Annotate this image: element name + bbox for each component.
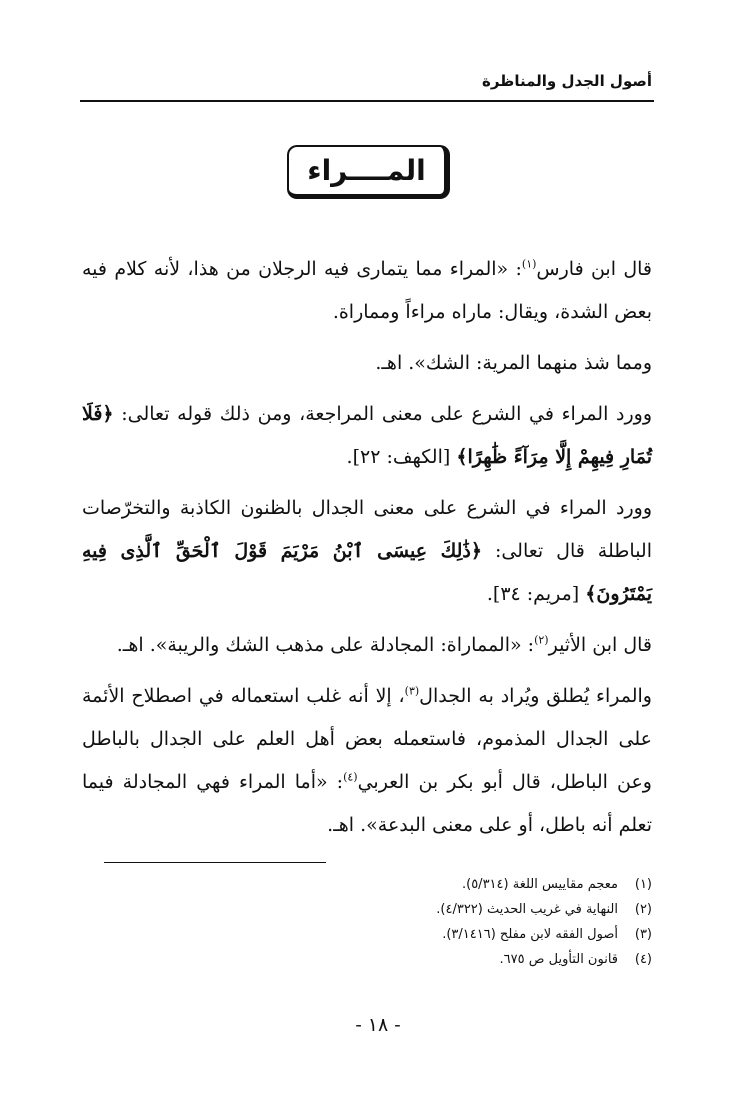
- footnotes: [252, 872, 652, 972]
- running-head: أصول الجدل والمناظرة: [482, 72, 652, 90]
- footnote-3: (٣) أصول الفقه لابن مفلح (٣/١٤١٦).: [442, 927, 652, 942]
- footnote-2: (٢) النهاية في غريب الحديث (٤/٣٢٢).: [436, 902, 652, 917]
- footnote-ref-2: (٢): [534, 633, 549, 647]
- paragraph-1: قال ابن فارس$^{(١)}$: «المراء مما يتمارى فيه الرجلان من هذا، لأنه كلام فيه بعض الشدة، ويقال: ماراه مراءاً ومماراة.: [82, 257, 652, 323]
- page-number: - ١٨ -: [355, 1014, 401, 1036]
- chapter-title: المــــراء: [307, 154, 426, 187]
- quran-verse-1: ﴿فَلَا تُمَارِ فِيهِمْ إِلَّا مِرَآءً ظَٰهِرًا﴾: [82, 403, 652, 468]
- footnote-ref-1: (١): [521, 257, 537, 271]
- footnote-4: (٤) قانون التأويل ص ٦٧٥.: [499, 952, 652, 967]
- paragraph-6: والمراء يُطلق ويُراد به الجدال$^{(٣)}$، إلا أنه غلب استعماله في اصطلاح الأئمة على الجدال المذموم، فاستعمله بعض أهل العلم على الجدال بالباطل وعن الباطل، قال أبو بكر بن العربي$^{(٤)}$: «أما المراء فهي المجادلة فيما تعلم أنه باطل، أو على معنى البدعة». اهـ.: [82, 684, 652, 836]
- chapter-title-box: [287, 145, 450, 199]
- footnote-ref-4: (٤): [343, 770, 358, 784]
- footnote-rule: [104, 862, 326, 863]
- footnote-1: (١) معجم مقاييس اللغة (٥/٣١٤).: [461, 877, 652, 892]
- footnote-ref-3: (٣): [404, 684, 420, 698]
- paragraph-2: ومما شذ منهما المرية: الشك». اهـ.: [375, 352, 652, 374]
- paragraph-3: وورد المراء في الشرع على معنى المراجعة، ومن ذلك قوله تعالى: ﴿فَلَا تُمَارِ فِيهِمْ إِلَّا مِرَآءً ظَٰهِرًا﴾ [الكهف: ٢٢].: [82, 403, 653, 468]
- quran-verse-2: ﴿ذَٰلِكَ عِيسَى ٱبْنُ مَرْيَمَ قَوْلَ ٱلْحَقِّ ٱلَّذِى فِيهِ يَمْتَرُونَ﴾: [82, 540, 652, 605]
- body-text: [82, 248, 652, 847]
- header-rule: [80, 100, 654, 102]
- paragraph-5: قال ابن الأثير$^{(٢)}$: «المماراة: المجادلة على مذهب الشك والريبة». اهـ.: [116, 633, 652, 656]
- paragraph-4: وورد المراء في الشرع على معنى الجدال بالظنون الكاذبة والتخرّصات الباطلة قال تعالى: ﴿ذَٰلِكَ عِيسَى ٱبْنُ مَرْيَمَ قَوْلَ ٱلْحَقِّ ٱلَّذِى فِيهِ يَمْتَرُونَ﴾ [مريم: ٣٤].: [82, 497, 652, 605]
